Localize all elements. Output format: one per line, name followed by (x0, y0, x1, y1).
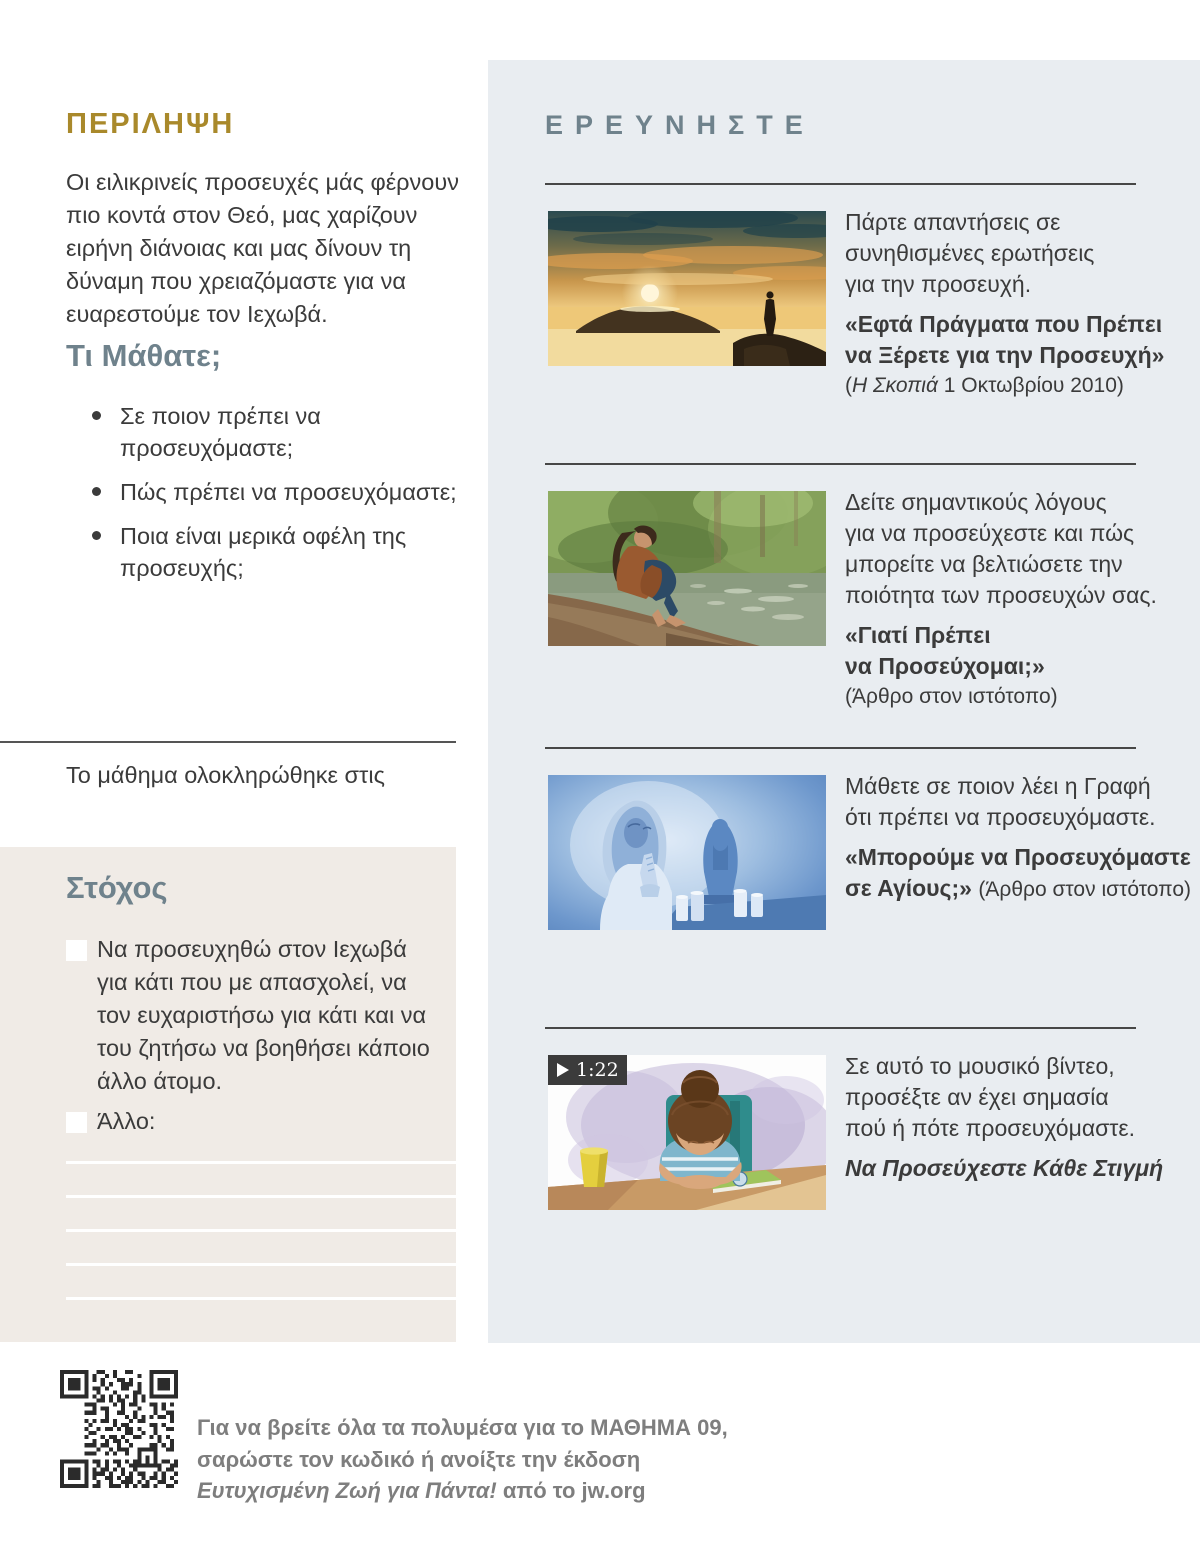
section-text: Μάθετε σε ποιον λέει η Γραφή ότι πρέπει να προσευχόμαστε. «Μπορούμε να Προσευχόμαστε σε Αγίους;» (Άρθρο στον ιστότοπο) (845, 771, 1145, 905)
write-in-line (66, 1161, 456, 1164)
list-item: Πώς πρέπει να προσευχόμαστε; (90, 476, 490, 508)
what-learned-heading: Τι Μάθατε; (66, 338, 222, 373)
qr-code (60, 1370, 178, 1488)
article-title: «Γιατί Πρέπει να Προσεύχομαι;» (845, 622, 1045, 679)
completion-date-label: Το μάθημα ολοκληρώθηκε στις (66, 762, 385, 788)
section-text: Δείτε σημαντικούς λόγους για να προσεύχεστε και πώς μπορείτε να βελτιώσετε την ποιότητα των προσευχών σας. «Γιατί Πρέπει να Προσεύχομαι;» (Άρθρο στον ιστότοπο) (845, 487, 1145, 712)
write-in-line (66, 1297, 456, 1300)
goal-heading: Στόχος (66, 870, 168, 905)
bullet-icon (92, 531, 101, 540)
article-source: (Άρθρο στον ιστότοπο) (978, 878, 1191, 901)
footer-line-1: Για να βρείτε όλα τα πολυμέσα για το ΜΑΘΗΜΑ 09, (197, 1415, 728, 1440)
goal-other-checkbox[interactable] (66, 1112, 87, 1133)
divider (545, 747, 1136, 749)
explore-heading: ΕΡΕΥΝΗΣΤΕ (545, 110, 815, 140)
divider (545, 463, 1136, 465)
article-title: «Μπορούμε να Προσευχόμαστε σε Αγίους;» (Άρθρο στον ιστότοπο) (845, 844, 1191, 901)
bullet-icon (92, 411, 101, 420)
summary-paragraph: Οι ειλικρινείς προσευχές μάς φέρνουν πιο κοντά στον Θεό, μας χαρίζουν ειρήνη διάνοιας και μας δίνουν τη δύναμη που χρειαζόμαστε για να ευαρεστούμε τον Ιεχωβά. (66, 169, 459, 327)
section-text: Σε αυτό το μουσικό βίντεο, προσέξτε αν έχει σημασία πού ή πότε προσευχόμαστε. Να Προσεύχεστε Κάθε Στιγμή (845, 1051, 1145, 1184)
divider (0, 741, 456, 743)
divider (545, 1027, 1136, 1029)
summary-heading: ΠΕΡΙΛΗΨΗ (66, 108, 235, 140)
footer-line-3: Ευτυχισμένη Ζωή για Πάντα! από το jw.org (197, 1478, 646, 1503)
woman-by-water-image[interactable] (548, 491, 826, 646)
what-learned-list (90, 400, 490, 596)
goal-option-label: Να προσευχηθώ στον Ιεχωβά για κάτι που με απασχολεί, να τον ευχαριστήσω για κάτι και να του ζητήσω να βοηθήσει κάποιο άλλο άτομο. (97, 936, 430, 1094)
sunset-silhouette-image[interactable] (548, 211, 826, 366)
video-duration-badge[interactable] (548, 1055, 627, 1085)
divider (545, 183, 1136, 185)
footer-instructions (197, 1412, 728, 1507)
footer-line-2: σαρώστε τον κωδικό ή ανοίξτε την έκδοση (197, 1446, 641, 1472)
video-title: Να Προσεύχεστε Κάθε Στιγμή (845, 1155, 1164, 1181)
write-in-line (66, 1229, 456, 1232)
section-text: Πάρτε απαντήσεις σε συνηθισμένες ερωτήσεις για την προσευχή. «Εφτά Πράγματα που Πρέπει να Ξέρετε για την Προσευχή» (Η Σκοπιά 1 Οκτωβρίου 2010) (845, 207, 1145, 401)
article-title: «Εφτά Πράγματα που Πρέπει να Ξέρετε για την Προσευχή» (845, 311, 1165, 368)
explore-panel (488, 60, 1200, 1343)
article-source: (Άρθρο στον ιστότοπο) (845, 685, 1058, 708)
write-in-line (66, 1263, 456, 1266)
praying-woman-blue-image[interactable] (548, 775, 826, 930)
bullet-icon (92, 487, 101, 496)
goal-other-label: Άλλο: (97, 1108, 156, 1134)
article-source: (Η Σκοπιά 1 Οκτωβρίου 2010) (845, 374, 1124, 397)
video-thumbnail[interactable] (548, 1055, 826, 1210)
list-item: Ποια είναι μερικά οφέλη της προσευχής; (90, 520, 490, 584)
video-duration: 1:22 (576, 1059, 619, 1081)
list-item: Σε ποιον πρέπει να προσευχόμαστε; (90, 400, 490, 464)
goal-option-checkbox[interactable] (66, 940, 87, 961)
play-icon (557, 1063, 569, 1077)
write-in-line (66, 1195, 456, 1198)
goal-box (0, 847, 456, 1342)
